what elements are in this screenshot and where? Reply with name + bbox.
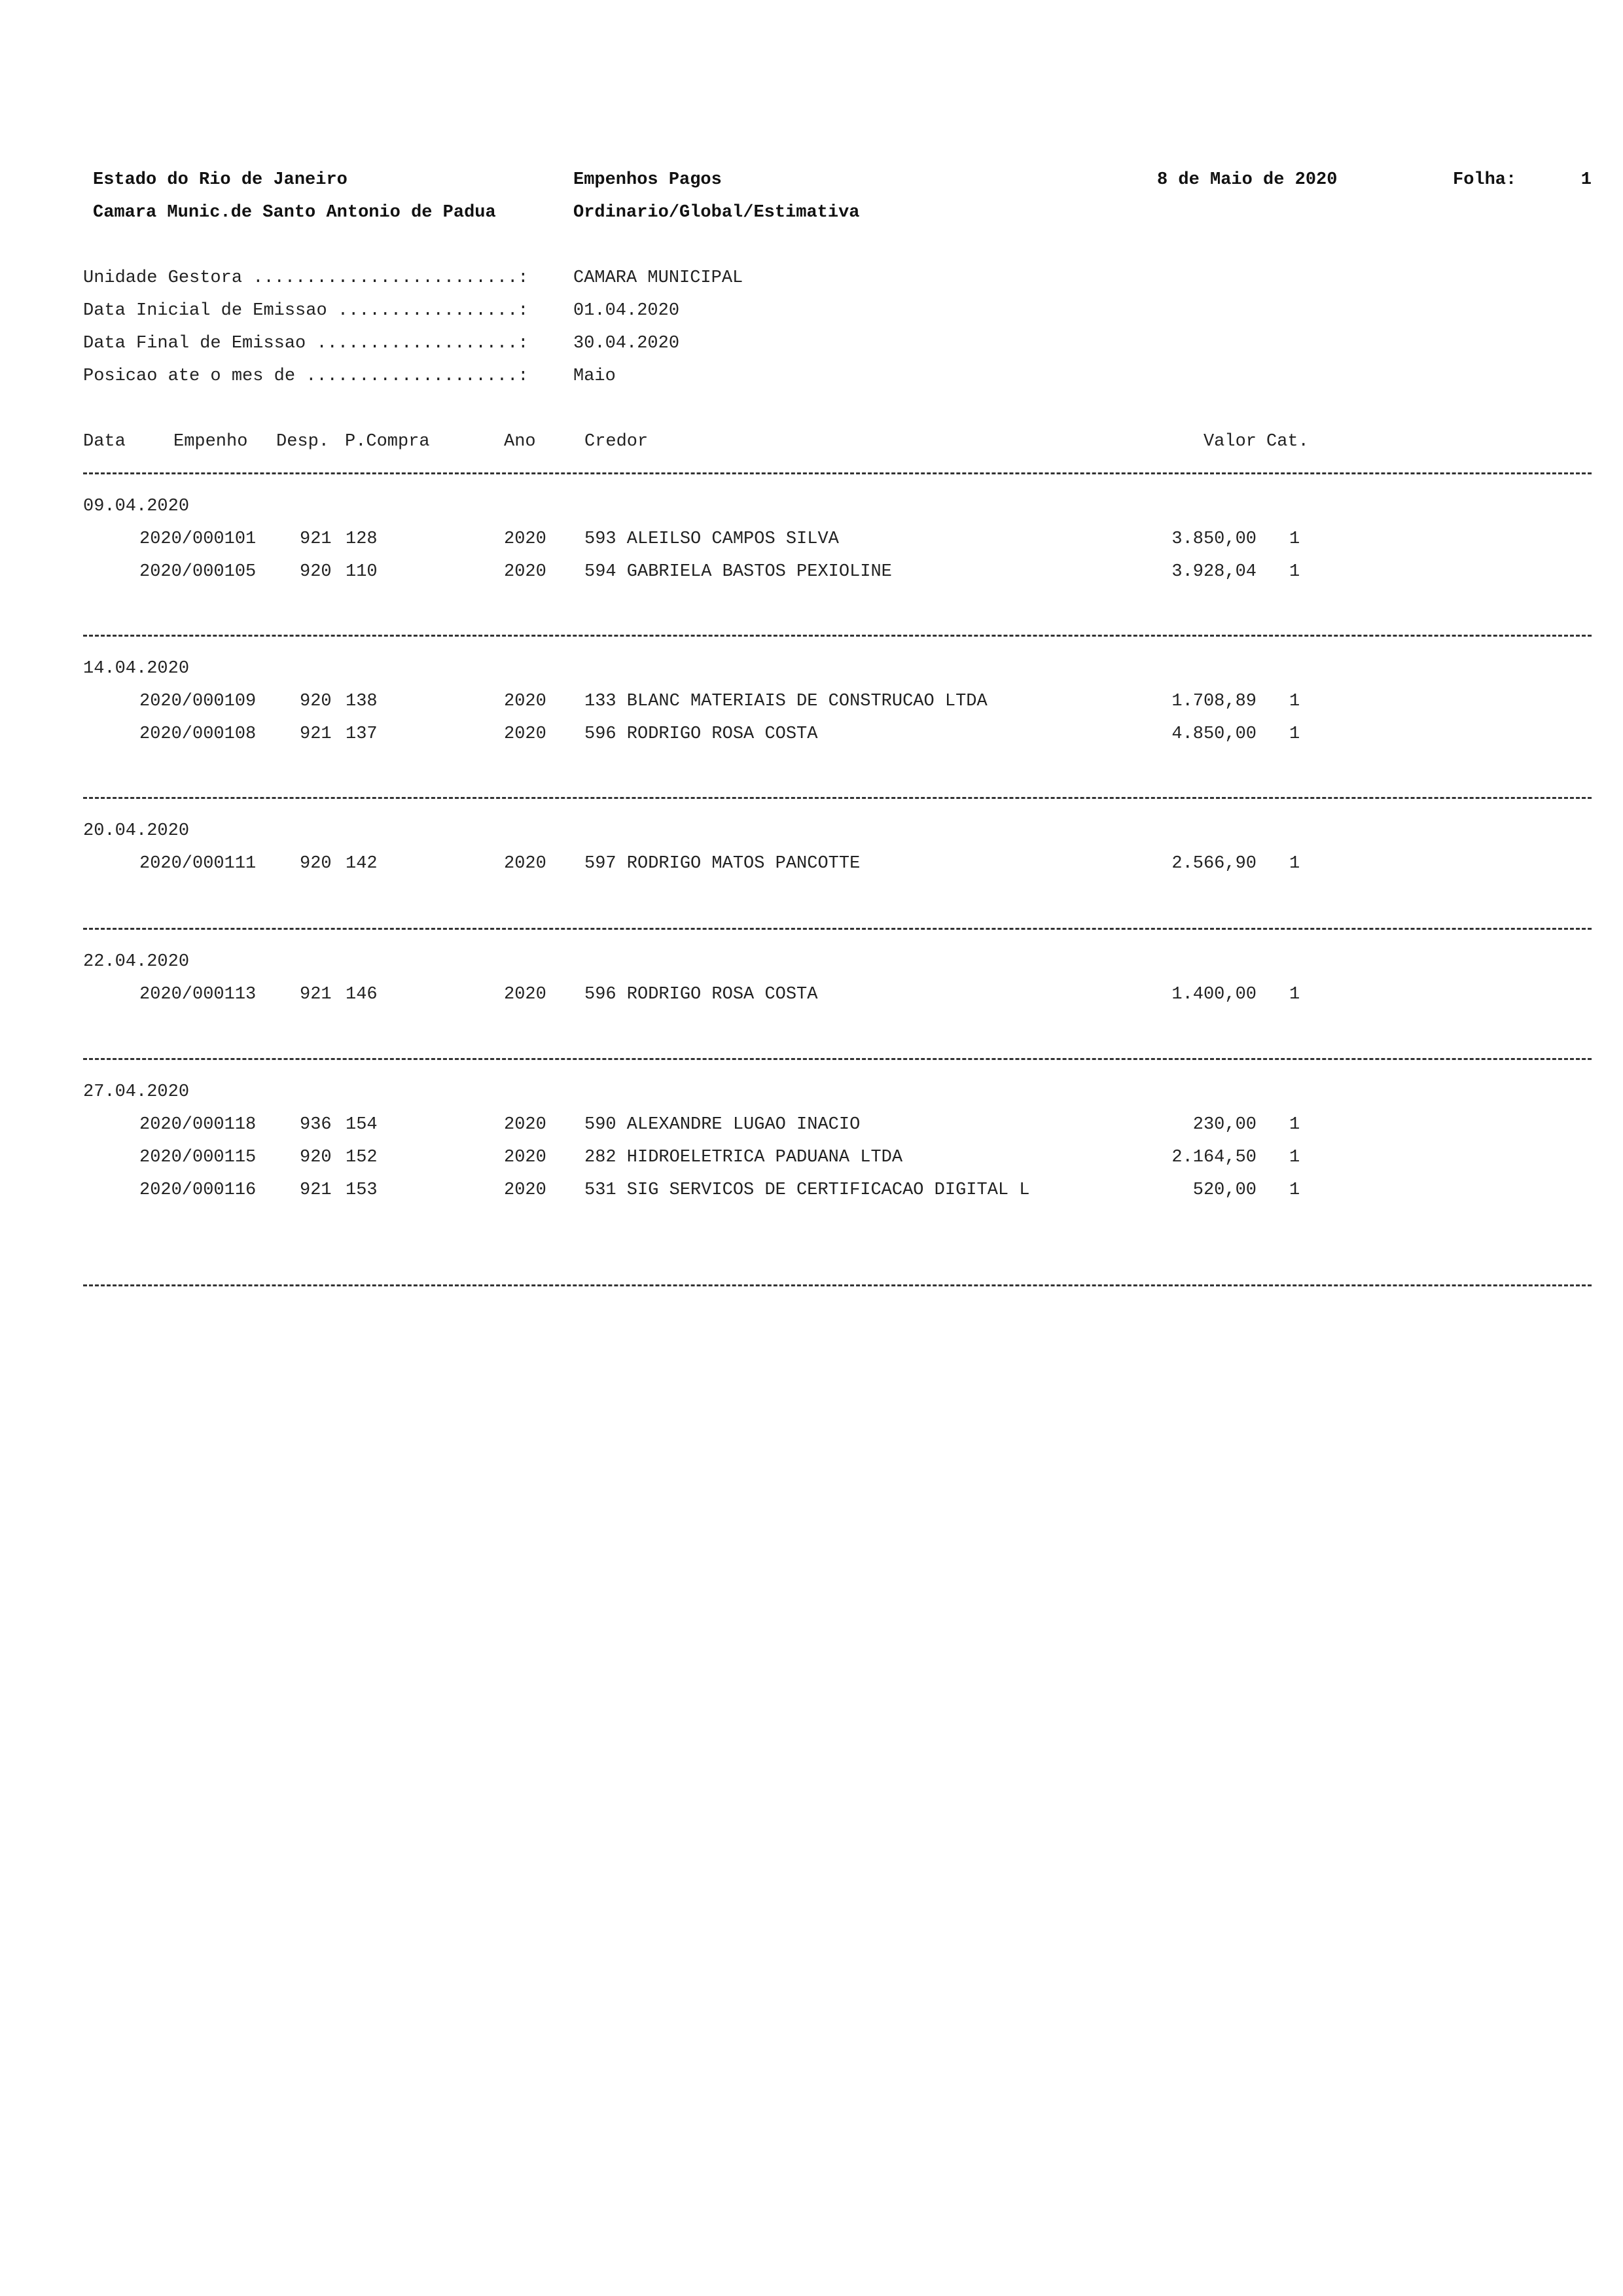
cell-credor: 597 RODRIGO MATOS PANCOTTE (584, 854, 861, 874)
cell-cat: 1 (1289, 529, 1300, 549)
cell-valor: 3.850,00 (1171, 529, 1257, 549)
cell-desp: 921 (300, 724, 332, 744)
param-value: Maio (573, 366, 616, 386)
group-date: 14.04.2020 (83, 659, 190, 679)
cell-credor: 590 ALEXANDRE LUGAO INACIO (584, 1115, 861, 1135)
cell-valor: 1.708,89 (1171, 692, 1257, 711)
cell-credor: 133 BLANC MATERIAIS DE CONSTRUCAO LTDA (584, 692, 988, 711)
cell-empenho: 2020/000113 (139, 985, 257, 1004)
cell-credor: 282 HIDROELETRICA PADUANA LTDA (584, 1148, 903, 1167)
report-title: Empenhos Pagos (573, 170, 722, 190)
separator-line (83, 1284, 1592, 1286)
param-value: 30.04.2020 (573, 334, 680, 353)
cell-cat: 1 (1289, 724, 1300, 744)
cell-empenho: 2020/000116 (139, 1180, 257, 1200)
cell-credor: 594 GABRIELA BASTOS PEXIOLINE (584, 562, 892, 582)
cell-cat: 1 (1289, 985, 1300, 1004)
cell-ano: 2020 (504, 854, 546, 874)
cell-pcompra: 138 (346, 692, 378, 711)
group-date: 22.04.2020 (83, 952, 190, 972)
cell-empenho: 2020/000101 (139, 529, 257, 549)
cell-desp: 921 (300, 529, 332, 549)
cell-ano: 2020 (504, 562, 546, 582)
param-value: 01.04.2020 (573, 301, 680, 321)
separator-line (83, 928, 1592, 930)
cell-cat: 1 (1289, 1115, 1300, 1135)
cell-ano: 2020 (504, 529, 546, 549)
param-value: CAMARA MUNICIPAL (573, 268, 743, 288)
cell-valor: 2.164,50 (1171, 1148, 1257, 1167)
cell-pcompra: 154 (346, 1115, 378, 1135)
cell-pcompra: 152 (346, 1148, 378, 1167)
report-date: 8 de Maio de 2020 (1157, 170, 1338, 190)
cell-ano: 2020 (504, 692, 546, 711)
cell-pcompra: 153 (346, 1180, 378, 1200)
cell-cat: 1 (1289, 692, 1300, 711)
cell-desp: 921 (300, 1180, 332, 1200)
cell-ano: 2020 (504, 724, 546, 744)
col-pcompra: P.Compra (345, 432, 430, 451)
param-label: Unidade Gestora .........................: (83, 268, 529, 288)
sheet-label: Folha: (1453, 170, 1517, 190)
separator-line (83, 635, 1592, 637)
cell-pcompra: 128 (346, 529, 378, 549)
cell-empenho: 2020/000108 (139, 724, 257, 744)
group-date: 27.04.2020 (83, 1082, 190, 1102)
cell-empenho: 2020/000109 (139, 692, 257, 711)
sheet-number: 1 (1580, 170, 1592, 190)
col-data: Data (83, 432, 126, 451)
cell-desp: 921 (300, 985, 332, 1004)
cell-pcompra: 142 (346, 854, 378, 874)
col-desp: Desp. (276, 432, 330, 451)
cell-credor: 593 ALEILSO CAMPOS SILVA (584, 529, 839, 549)
col-ano: Ano (504, 432, 536, 451)
cell-desp: 920 (300, 854, 332, 874)
param-label: Data Inicial de Emissao .................: (83, 301, 529, 321)
cell-valor: 4.850,00 (1171, 724, 1257, 744)
col-valor: Valor (1203, 432, 1257, 451)
cell-valor: 520,00 (1192, 1180, 1257, 1200)
header-state: Estado do Rio de Janeiro (93, 170, 348, 190)
cell-cat: 1 (1289, 1148, 1300, 1167)
cell-pcompra: 146 (346, 985, 378, 1004)
cell-empenho: 2020/000115 (139, 1148, 257, 1167)
report-subtitle: Ordinario/Global/Estimativa (573, 203, 860, 222)
cell-valor: 230,00 (1192, 1115, 1257, 1135)
separator-line (83, 472, 1592, 474)
cell-desp: 920 (300, 562, 332, 582)
cell-desp: 936 (300, 1115, 332, 1135)
cell-desp: 920 (300, 1148, 332, 1167)
cell-ano: 2020 (504, 1115, 546, 1135)
cell-ano: 2020 (504, 985, 546, 1004)
cell-empenho: 2020/000118 (139, 1115, 257, 1135)
param-label: Data Final de Emissao ...................: (83, 334, 529, 353)
cell-ano: 2020 (504, 1148, 546, 1167)
cell-valor: 1.400,00 (1171, 985, 1257, 1004)
separator-line (83, 1058, 1592, 1060)
cell-ano: 2020 (504, 1180, 546, 1200)
cell-credor: 596 RODRIGO ROSA COSTA (584, 724, 818, 744)
cell-cat: 1 (1289, 1180, 1300, 1200)
cell-cat: 1 (1289, 562, 1300, 582)
cell-valor: 3.928,04 (1171, 562, 1257, 582)
cell-empenho: 2020/000111 (139, 854, 257, 874)
cell-desp: 920 (300, 692, 332, 711)
cell-empenho: 2020/000105 (139, 562, 257, 582)
cell-valor: 2.566,90 (1171, 854, 1257, 874)
col-credor: Credor (584, 432, 649, 451)
separator-line (83, 797, 1592, 799)
col-empenho: Empenho (173, 432, 248, 451)
col-cat: Cat. (1266, 432, 1309, 451)
group-date: 20.04.2020 (83, 821, 190, 841)
cell-credor: 531 SIG SERVICOS DE CERTIFICACAO DIGITAL L (584, 1180, 1030, 1200)
cell-pcompra: 137 (346, 724, 378, 744)
group-date: 09.04.2020 (83, 497, 190, 516)
cell-pcompra: 110 (346, 562, 378, 582)
cell-credor: 596 RODRIGO ROSA COSTA (584, 985, 818, 1004)
cell-cat: 1 (1289, 854, 1300, 874)
param-label: Posicao ate o mes de ....................: (83, 366, 529, 386)
header-chamber: Camara Munic.de Santo Antonio de Padua (93, 203, 496, 222)
